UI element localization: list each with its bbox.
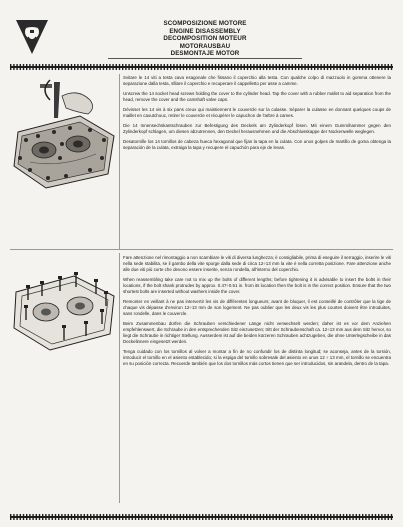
- title-line: MOTORAUSBAU: [179, 42, 231, 50]
- paragraph-spanish: Tenga cuidado con los tornillos al volver a montar a fin de no confundir los de distinta longitud; se aconseja, antes de la torsión, introducir el tornillo en el asiento establecido; si la espiga del tornillo sobresale del asiento en unos 12 ÷ 13 mm, el tornillo se encuentra en su posición correcta. Recuerde también que los dos tornillos más cortos tienen que ser introducidos, sin arandela, dentro de la tapa.: [123, 348, 391, 366]
- title-line: ENGINE DISASSEMBLY: [169, 27, 241, 35]
- paragraph-italian: Svitare le 14 viti a testa cava esagonale che fissano il coperchio alla testa. Con qualche colpo di mazzuolo in gomma ottenere la separazione dalla testa, sfilare il coperchio e recuperare il cappelletto per asse a camme.: [123, 75, 391, 86]
- paragraph-italian: Fare attenzione nel rimontaggio a non scambiare le viti di diversa lunghezza; è consigliabile, prima di eseguire il serraggio, inserire le viti nella sede stabilita, se il gambo della vite sporge dalla sede di circa 12÷13 mm la vite è nella corretta posizione. Fare attenzione anche alle due viti più corte che devono essere inserite, senza rondella, all'interno del coperchio.: [123, 255, 391, 272]
- paragraph-french: Remonter en veillant à ne pas intervertir les vis de différentes longueurs; avant de bloquer, il est conseillé de contrôler que la tige de chaque vis dépasse d'environ 12÷13 mm de son logement. Ne pas oublier que les deux vis les plus courtes doivent être introduites, sans rondelle, dans le couvercle.: [123, 299, 391, 316]
- paragraph-spanish: Desatornille los 14 tornillos de cabeza hueca hexagonal que fijan la tapa en la culata. Con unos golpes de martillo de goma obtenga la separación de la culata, extraiga la tapa y recupere el capuchón para eje de levas.: [123, 139, 391, 151]
- cover-bolt-illustration: [10, 254, 118, 354]
- paragraph-french: Dévisser les 14 vis à six pans creux qui maintiennent le couvercle sur la culasse. Séparer la culasse en donnant quelques coups de maillet en caoutchouc, retirer le couvercle et récupérer le capuchon de l'arbre à cames.: [123, 107, 391, 119]
- section-2-text: [123, 255, 391, 371]
- gilera-logo-icon: [12, 18, 52, 56]
- title-line: DECOMPOSITION MOTEUR: [163, 35, 247, 43]
- header-tick-band: [10, 64, 393, 70]
- column-divider: [119, 253, 120, 503]
- page-title: [100, 20, 310, 58]
- paragraph-german: Beim Zusammenbau dürfen die Schrauben verschiedener Länge nicht verwechselt werden; daher ist es vor dem Anziehen empfehlenswert, die Schraube in den entsprechenden Sitz einzusetzen; tritt der Schraubenschaft ca. 12÷13 mm aus dem Sitz hervor, so liegt die Schraube in richtiger Stellung. Ausserdem ist auf die beiden kürzeren Schrauben achtzugeben, die ohne Unterlegscheibe in das Deckelinnere eingesetzt werden.: [123, 321, 391, 344]
- column-divider: [119, 74, 120, 250]
- cylinder-head-cover-illustration: [10, 78, 118, 194]
- paragraph-english: When reassembling take care not to mix up the bolts of different lengths; before tightening it is advisable to insert the bolts in their locations, if the bolt shank protrudes by approx. 0.47÷0.51 in. from its location then the bolt is in the correct position. Ensure that the two shortest bolts are inserted without washers inside the cover.: [123, 277, 391, 294]
- paragraph-english: Unscrew the 14 socket head screws holding the cover to the cylinder head. Tap the cover with a rubber mallet to aid separation from the head, remove the cover and the camshaft valve caps.: [123, 91, 391, 103]
- section-divider: [10, 249, 393, 250]
- section-1-text: [123, 75, 391, 156]
- title-underline: [108, 58, 302, 59]
- paragraph-german: Die 14 Innensechskantschrauben zur Befestigung des Deckels am Zylinderkopf lösen. Mit einem Gummihammer gegen den Zylinderkopf schlagen, um diesen abzutrennen, den Deckel herausnehmen und die Abschlusskappe der Nockenwelle weglegen.: [123, 123, 391, 135]
- footer-tick-band: [10, 514, 393, 520]
- title-line: SCOMPOSIZIONE MOTORE: [163, 20, 247, 27]
- title-line: DESMONTAJE MOTOR: [170, 50, 240, 58]
